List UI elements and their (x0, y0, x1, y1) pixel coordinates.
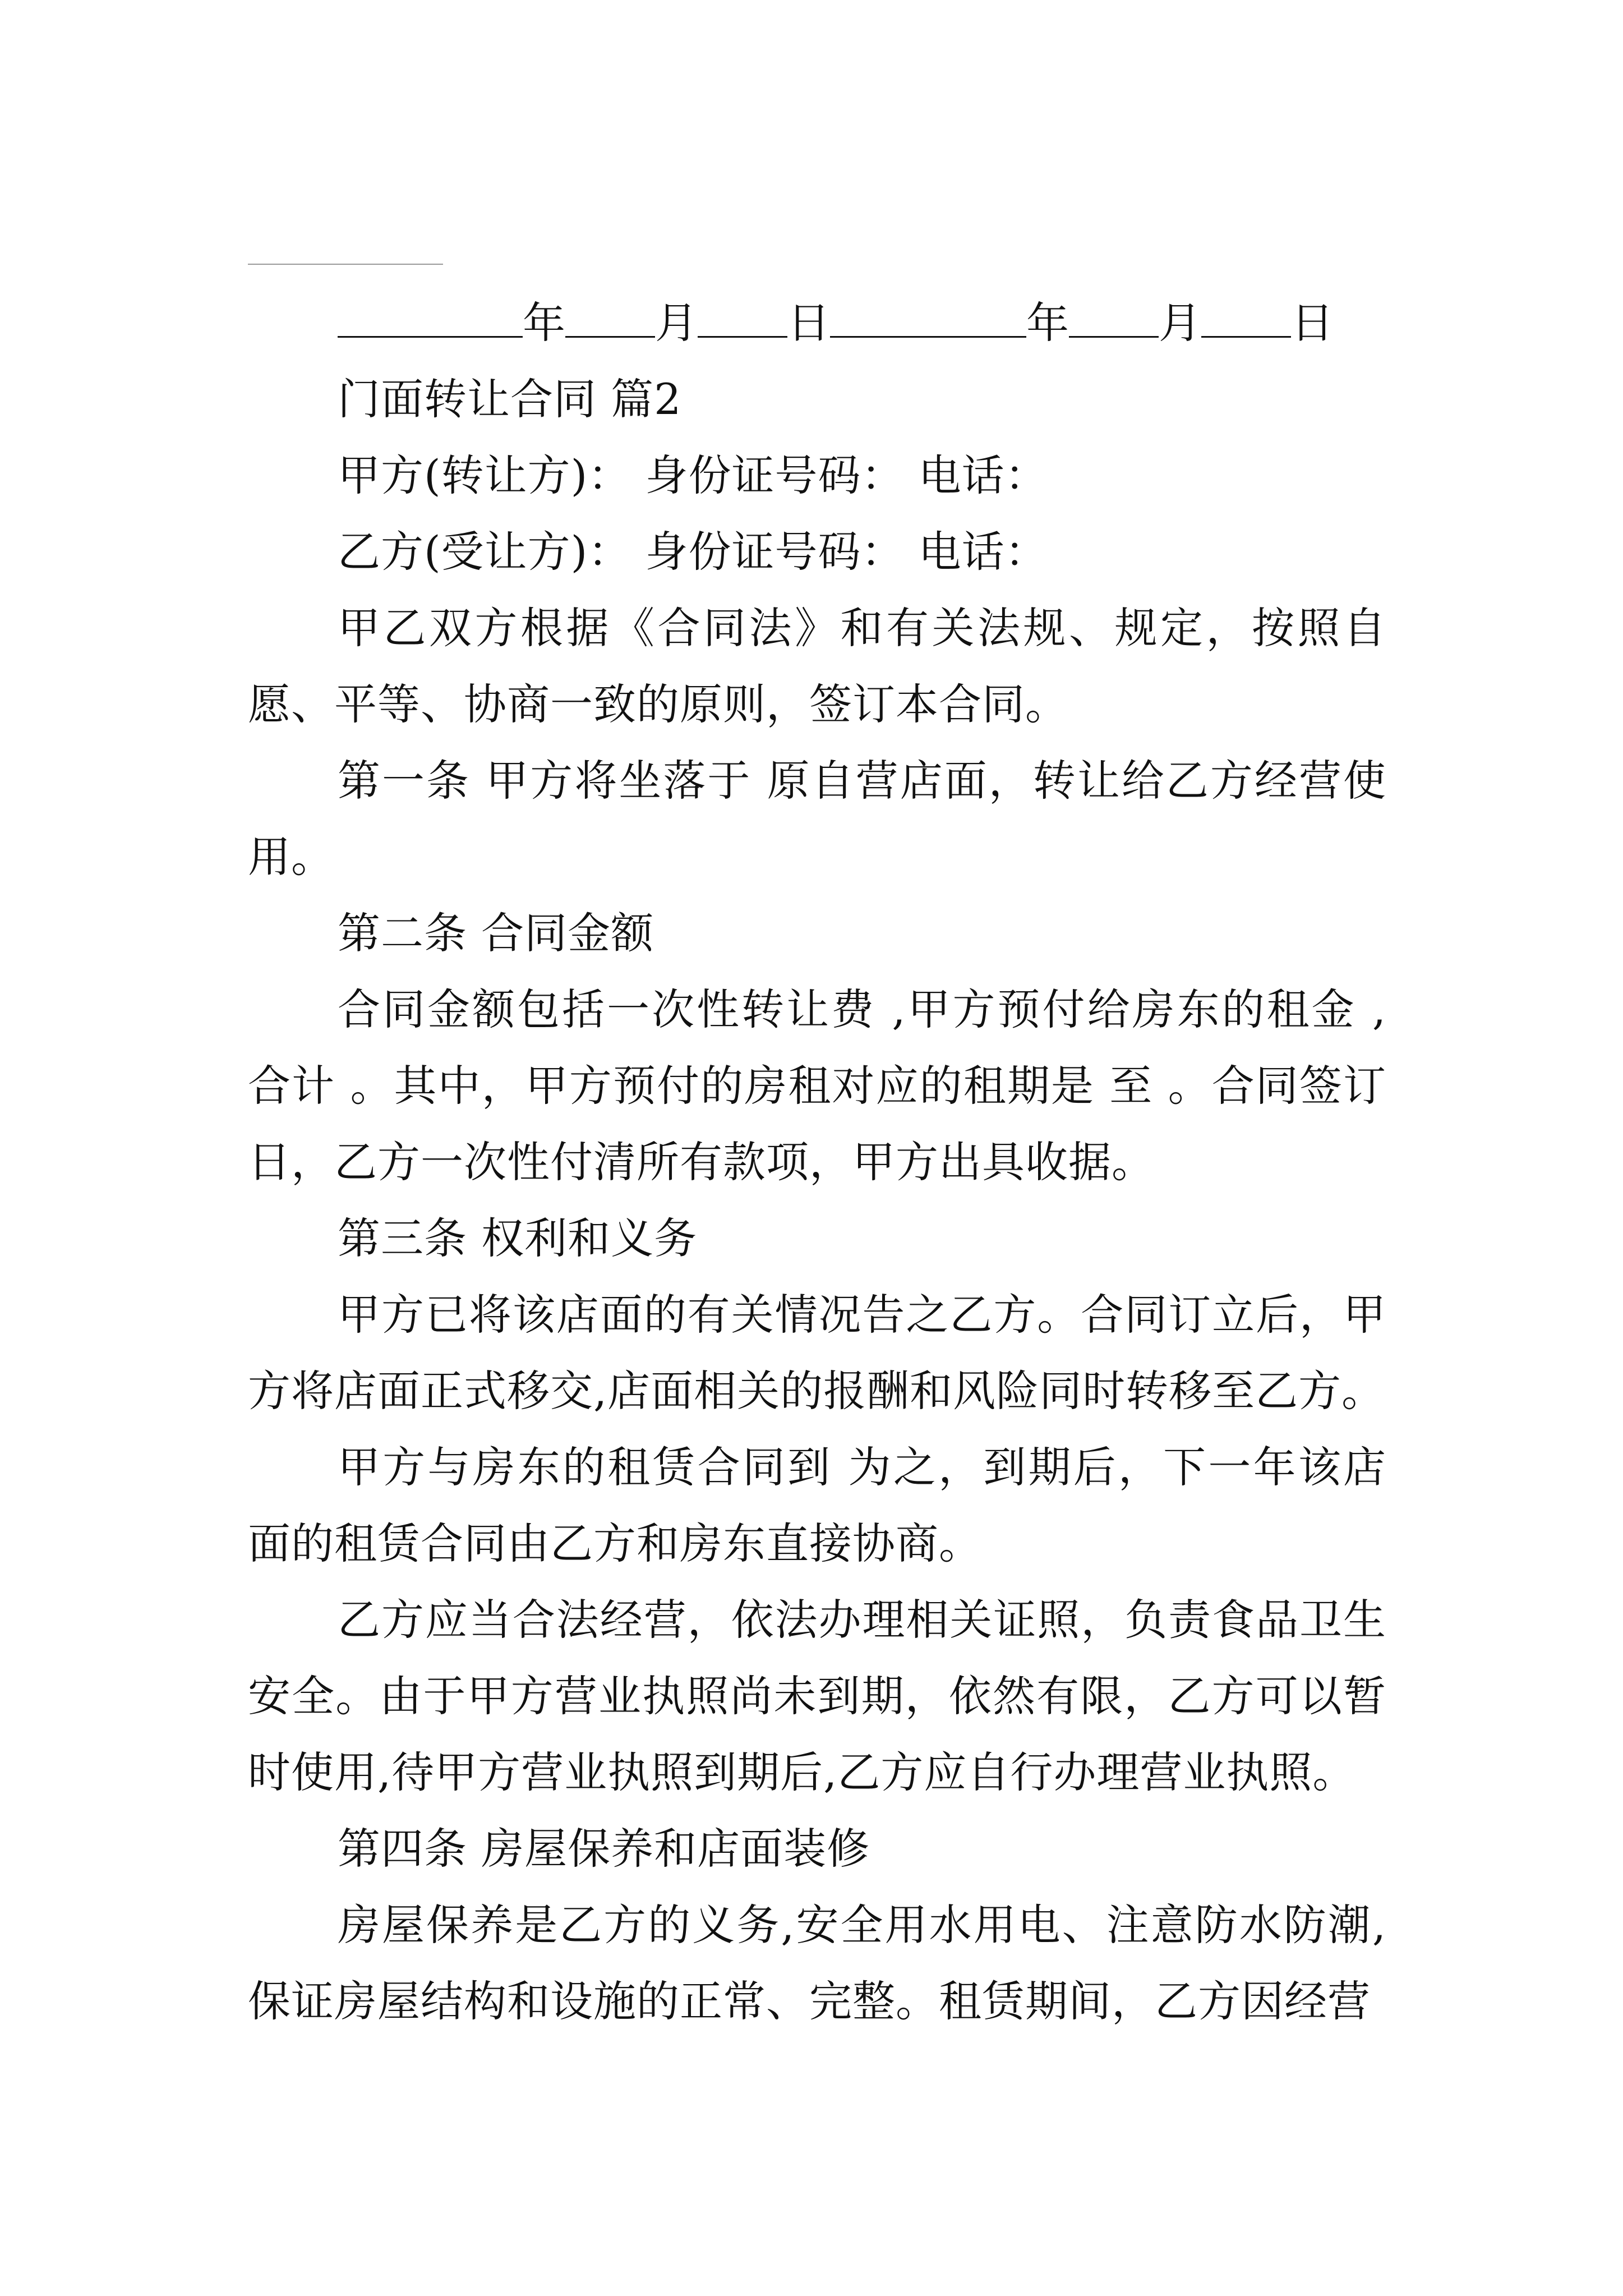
date-line (338, 285, 1386, 361)
blank-field (830, 297, 1026, 338)
article-2-heading: 第二条 合同金额 (338, 908, 654, 958)
blank-field (1201, 297, 1291, 338)
date-month-label: 月 (1159, 298, 1201, 348)
date-day-label: 日 (787, 298, 830, 348)
date-day-label: 日 (1291, 298, 1334, 348)
contract-title: 门面转让合同 篇2 (338, 374, 682, 424)
article-2-body: 合同金额包括一次性转让费 ,甲方预付给房东的租金 ,合计 。其中，甲方预付的房租对应的租期是 至 。合同签订日，乙方一次性付清所有款项，甲方出具收据。 (248, 984, 1386, 1187)
article-3-paragraph-1: 甲方已将该店面的有关情况告之乙方。合同订立后，甲方将店面正式移交,店面相关的报酬和风险同时转移至乙方。 (248, 1290, 1386, 1416)
article-3-paragraph-2: 甲方与房东的租赁合同到 为之，到期后，下一年该店面的租赁合同由乙方和房东直接协商。 (248, 1442, 1386, 1568)
intro-paragraph: 甲乙双方根据《合同法》和有关法规、规定，按照自愿、平等、协商一致的原则，签订本合同。 (248, 603, 1386, 729)
blank-field (338, 297, 523, 338)
article-3-paragraph-3: 乙方应当合法经营，依法办理相关证照，负责食品卫生安全。由于甲方营业执照尚未到期，依然有限，乙方可以暂时使用,待甲方营业执照到期后,乙方应自行办理营业执照。 (248, 1595, 1386, 1797)
party-a-line: 甲方(转让方)： 身份证号码： 电话： (338, 450, 1048, 500)
date-month-label: 月 (655, 298, 698, 348)
article-3-heading: 第三条 权利和义务 (338, 1213, 698, 1263)
article-1: 第一条 甲方将坐落于 原自营店面，转让给乙方经营使用。 (248, 756, 1386, 882)
date-year-label: 年 (523, 298, 565, 348)
blank-field (1069, 297, 1159, 338)
blank-field (565, 297, 655, 338)
document-body (248, 285, 1386, 2040)
header-rule (248, 264, 443, 265)
article-4-heading: 第四条 房屋保养和店面装修 (338, 1824, 870, 1874)
blank-field (698, 297, 787, 338)
party-b-line: 乙方(受让方)： 身份证号码： 电话： (338, 527, 1048, 577)
date-year-label: 年 (1026, 298, 1069, 348)
article-4-paragraph-1: 房屋保养是乙方的义务,安全用水用电、注意防水防潮,保证房屋结构和设施的正常、完整。租赁期间，乙方因经营 (248, 1900, 1386, 2026)
